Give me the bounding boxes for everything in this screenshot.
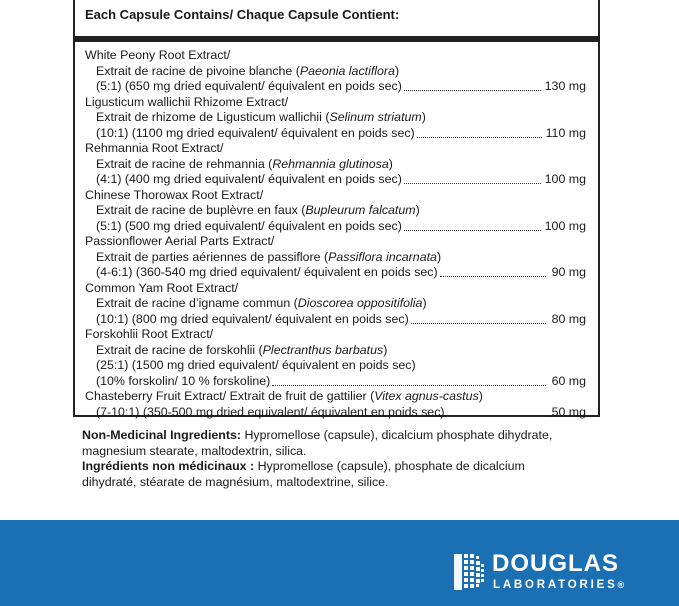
douglas-laboratories-logo xyxy=(452,552,672,596)
latin-name: Passiflora incarnata xyxy=(328,249,437,264)
ingredient-amount: 100 mg xyxy=(544,218,586,233)
dot-leader xyxy=(404,80,541,91)
ingredient-amount-row: (10:1) (800 mg dried equivalent/ équivalent en poids sec) 80 mg xyxy=(96,311,586,326)
ingredient-french: Extrait de parties aériennes de passiflore (Passiflora incarnata) xyxy=(96,249,442,264)
latin-name: Rehmannia glutinosa xyxy=(272,156,389,171)
ingredient-name: Chinese Thorowax Root Extract/ xyxy=(85,187,264,202)
pixel-grid-logo-icon xyxy=(452,552,486,592)
trademark-symbol: ® xyxy=(617,580,625,590)
latin-name: Plectranthus barbatus xyxy=(262,342,384,357)
ingredient-french: Extrait de racine de rehmannia (Rehmannia glutinosa) xyxy=(96,156,393,171)
notes-french-label: Ingrédients non médicinaux : xyxy=(82,459,255,473)
ingredient-name: White Peony Root Extract/ xyxy=(85,48,231,62)
supplement-facts-panel xyxy=(73,0,600,417)
ingredient-list xyxy=(75,42,598,420)
ingredient-name: Chasteberry Fruit Extract/ Extrait de fruit de gattilier (Vitex agnus-castus) xyxy=(85,389,483,403)
latin-name: Vitex agnus-castus xyxy=(374,389,479,403)
ingredient-amount-row: (4-6:1) (360-540 mg dried equivalent/ équivalent en poids sec) 90 mg xyxy=(96,265,586,279)
ingredient-amount-row: (10:1) (1100 mg dried equivalent/ équivalent en poids sec) 110 mg xyxy=(96,125,586,140)
brand-name-bottom: LABORATORIES® xyxy=(493,579,625,591)
dot-leader xyxy=(417,127,542,138)
ingredient-name: Common Yam Root Extract/ xyxy=(85,280,239,295)
dot-leader xyxy=(404,173,541,184)
notes-english: Non-Medicinal Ingredients: Hypromellose (capsule), dicalcium phosphate dihydrate, magnesium stearate, maltodextrin, silica. xyxy=(82,428,553,458)
ingredient-french: Extrait de racine de forskohlii (Plectranthus barbatus) xyxy=(96,342,388,357)
dot-leader xyxy=(404,220,541,231)
ingredient-amount-row: (5:1) (650 mg dried equivalent/ équivalent en poids sec) 130 mg xyxy=(96,79,586,93)
ingredient-french: Extrait de racine de buplèvre en faux (Bupleurum falcatum) xyxy=(96,203,420,217)
ingredient-amount: 110 mg xyxy=(545,125,586,140)
ingredient-amount-row: (4:1) (400 mg dried equivalent/ équivalent en poids sec) 100 mg xyxy=(96,172,586,186)
dot-leader xyxy=(272,375,546,386)
ingredient-amount-row: (10% forskolin/ 10 % forskoline) 60 mg xyxy=(96,373,586,388)
notes-french: Ingrédients non médicinaux : Hypromellose (capsule), phosphate de dicalcium dihydraté, stéarate de magnésium, maltodextrine, silice. xyxy=(82,459,525,489)
ingredient-ratio: (25:1) (1500 mg dried equivalent/ équivalent en poids sec) xyxy=(96,358,416,372)
dot-leader xyxy=(447,406,546,417)
latin-name: Paeonia lactiflora xyxy=(299,63,395,78)
ingredient-amount-row: (7-10:1) (350-500 mg dried equivalent/ équivalent en poids sec) 50 mg xyxy=(96,404,586,419)
ingredient-name: Forskohlii Root Extract/ xyxy=(85,327,214,341)
panel-header: Each Capsule Contains/ Chaque Capsule Contient: xyxy=(75,0,598,42)
brand-name-top: DOUGLAS xyxy=(492,550,619,577)
ingredient-amount-row: (5:1) (500 mg dried equivalent/ équivalent en poids sec) 100 mg xyxy=(96,218,586,233)
latin-name: Dioscorea oppositifolia xyxy=(297,296,423,310)
ingredient-name: Passionflower Aerial Parts Extract/ xyxy=(85,234,275,248)
notes-english-label: Non-Medicinal Ingredients: xyxy=(82,428,242,442)
ingredient-amount: 100 mg xyxy=(544,172,586,186)
ingredient-amount: 60 mg xyxy=(551,373,586,388)
ingredient-amount: 80 mg xyxy=(551,311,586,326)
ingredient-french: Extrait de racine de pivoine blanche (Paeonia lactiflora) xyxy=(96,63,400,78)
dot-leader xyxy=(411,313,546,324)
ingredient-name: Rehmannia Root Extract/ xyxy=(85,141,224,155)
latin-name: Bupleurum falcatum xyxy=(305,203,416,217)
latin-name: Selinum striatum xyxy=(329,110,422,124)
ingredient-french: Extrait de racine d’igname commun (Dioscorea oppositifolia) xyxy=(96,296,427,310)
ingredient-amount: 50 mg xyxy=(551,404,586,419)
ingredient-name: Ligusticum wallichii Rhizome Extract/ xyxy=(85,94,289,109)
ingredient-amount: 90 mg xyxy=(551,265,586,279)
ingredient-french: Extrait de rhizome de Ligusticum wallichii (Selinum striatum) xyxy=(96,110,426,124)
ingredient-amount: 130 mg xyxy=(544,79,586,93)
non-medicinal-ingredients xyxy=(82,428,582,490)
dot-leader xyxy=(440,266,546,277)
